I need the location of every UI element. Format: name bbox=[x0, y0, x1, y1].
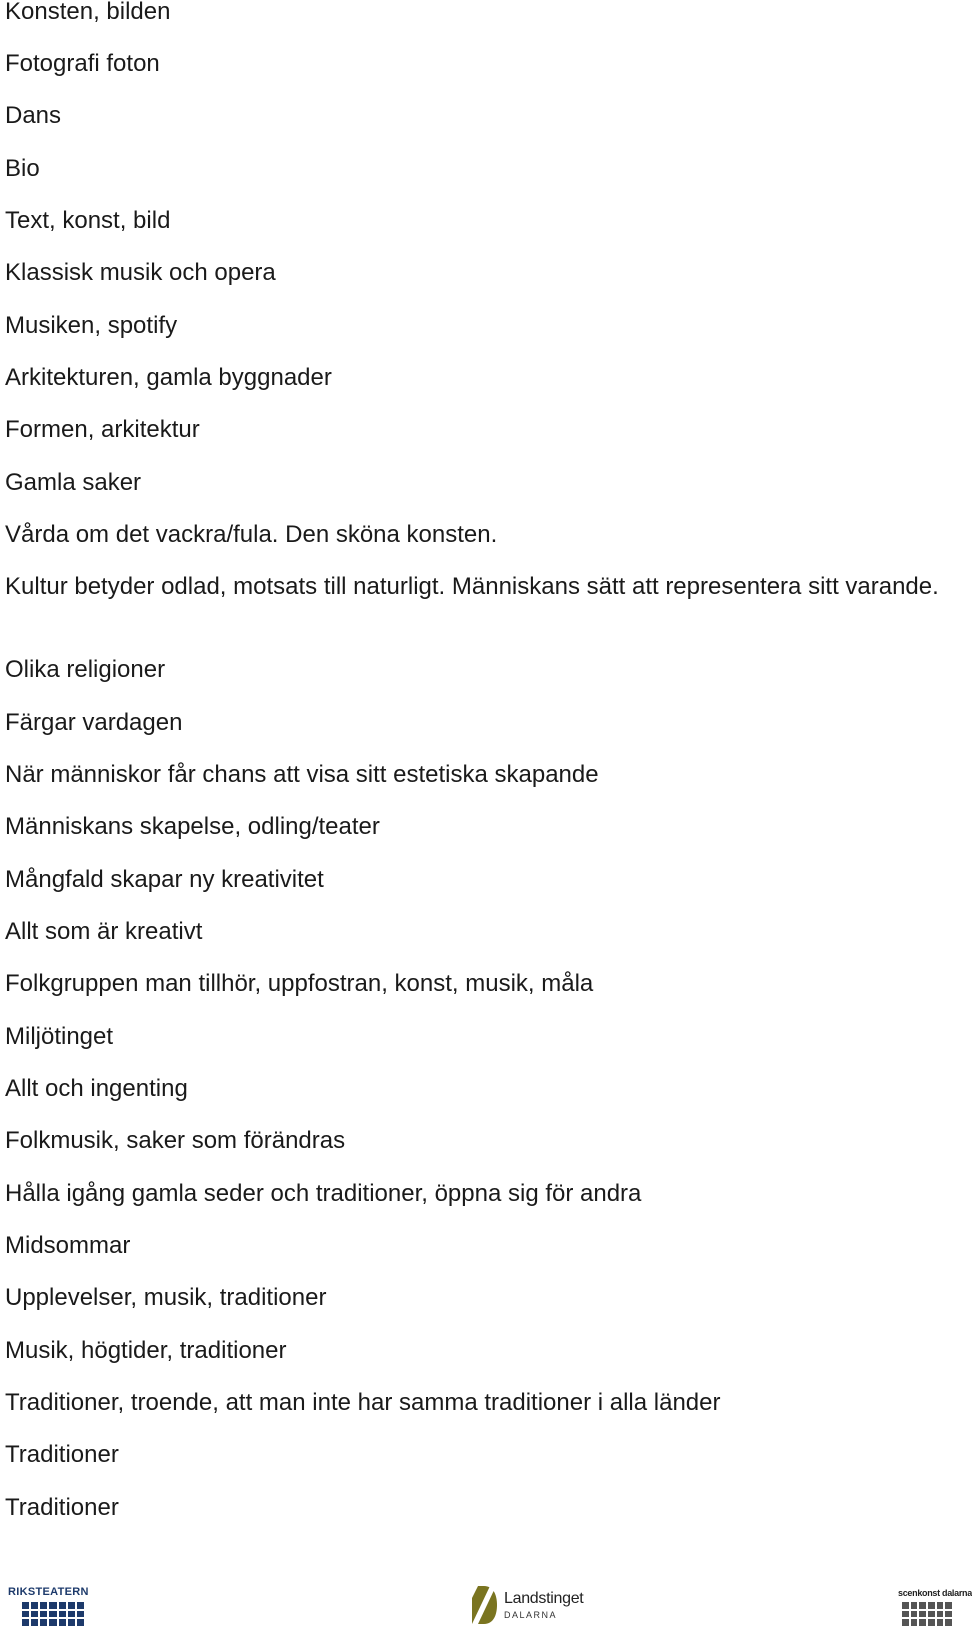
list-item: Färgar vardagen bbox=[5, 709, 183, 736]
list-item: Formen, arkitektur bbox=[5, 416, 200, 443]
list-item: Traditioner bbox=[5, 1441, 119, 1468]
list-item: Miljötinget bbox=[5, 1023, 114, 1050]
list-item: Fotografi foton bbox=[5, 50, 160, 77]
list-item: När människor får chans att visa sitt estetiska skapande bbox=[5, 761, 599, 788]
list-item: Traditioner, troende, att man inte har samma traditioner i alla länder bbox=[5, 1389, 721, 1416]
list-item: Hålla igång gamla seder och traditioner, öppna sig för andra bbox=[5, 1180, 642, 1207]
scenkonst-grid-icon bbox=[902, 1602, 952, 1626]
list-item: Dans bbox=[5, 102, 62, 129]
list-item: Allt som är kreativt bbox=[5, 918, 203, 945]
list-item: Folkmusik, saker som förändras bbox=[5, 1127, 346, 1154]
list-item: Mångfald skapar ny kreativitet bbox=[5, 866, 324, 893]
list-item: Bio bbox=[5, 155, 40, 182]
list-item: Allt och ingenting bbox=[5, 1075, 188, 1102]
scenkonst-dalarna-logo bbox=[898, 1588, 972, 1630]
list-item: Musiken, spotify bbox=[5, 312, 178, 339]
list-item: Folkgruppen man tillhör, uppfostran, konst, musik, måla bbox=[5, 970, 594, 997]
list-item: Upplevelser, musik, traditioner bbox=[5, 1284, 327, 1311]
list-item: Musik, högtider, traditioner bbox=[5, 1337, 287, 1364]
list-item: Olika religioner bbox=[5, 656, 166, 683]
riksteatern-logo bbox=[8, 1586, 90, 1628]
list-item: Gamla saker bbox=[5, 469, 142, 496]
landstinget-mark-icon bbox=[470, 1584, 498, 1626]
scenkonst-wordmark: scenkonst dalarna bbox=[898, 1588, 972, 1598]
landstinget-dalarna-logo bbox=[470, 1582, 590, 1628]
list-item: Vårda om det vackra/fula. Den sköna konsten. bbox=[5, 521, 498, 548]
list-item: Konsten, bilden bbox=[5, 0, 171, 25]
landstinget-region: DALARNA bbox=[504, 1610, 558, 1620]
list-item: Traditioner bbox=[5, 1494, 119, 1521]
riksteatern-wordmark: RIKSTEATERN bbox=[8, 1586, 89, 1598]
list-item: Midsommar bbox=[5, 1232, 131, 1259]
list-item: Arkitekturen, gamla byggnader bbox=[5, 364, 332, 391]
list-item: Text, konst, bild bbox=[5, 207, 171, 234]
list-item: Klassisk musik och opera bbox=[5, 259, 276, 286]
list-item: Människans skapelse, odling/teater bbox=[5, 813, 380, 840]
footer-logos bbox=[0, 1578, 972, 1633]
riksteatern-grid-icon bbox=[22, 1602, 84, 1626]
list-item: Kultur betyder odlad, motsats till naturligt. Människans sätt att representera sitt varande. bbox=[5, 573, 939, 600]
landstinget-name: Landstinget bbox=[504, 1590, 584, 1607]
